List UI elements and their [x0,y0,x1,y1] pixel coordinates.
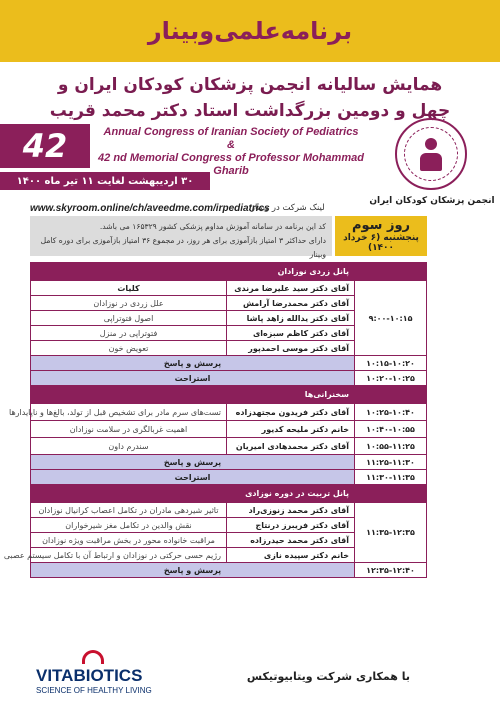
speaker-name: آقای دکتر یدالله زاهد پاشا [227,311,355,326]
speaker-name: آقای دکتر محمدهادی امیریان [227,438,355,455]
society-logo-icon [395,118,467,190]
talk-topic: تاثیر شیردهی مادران در تکامل اعصاب کرانیال نوزادان [31,503,227,518]
speaker-name: آقای دکتر فریبرز درنتاج [227,518,355,533]
speaker-name: آقای دکتر فریدون مجتهدزاده [227,404,355,421]
day-box [335,216,427,256]
speaker-name: آقای دکتر محمد زنوزی‌راد [227,503,355,518]
heading-line-1: همایش سالیانه انجمن پزشکان کودکان ایران و [57,75,443,95]
speaker-name: آقای دکتر کاظم سبزه‌ای [227,326,355,341]
day-title: روز سوم [351,218,411,233]
time-slot: ۱۰:۵۵-۱۱:۲۵ [355,438,427,455]
talk-topic: رژیم حسی حرکتی در نوزادان و ارتباط آن با تکامل سیستم عصبی [31,548,227,563]
society-name: انجمن پزشکان کودکان ایران [369,196,495,206]
cme-note-line-2: دارای حداکثر ۳ امتیاز بازآموزی برای هر روز، در مجموع ۳۶ امتیاز بازآموزی برای دوره کامل وبینار [40,236,326,259]
qa-label: پرسش و پاسخ [31,356,355,371]
english-title-amp: & [227,139,235,151]
english-title-line-2: 42 nd Memorial Congress of Professor Mohammad Gharib [98,152,364,177]
talk-topic: اصول فتوتراپی [31,311,227,326]
banner-title: برنامه‌علمی‌وبینار [147,17,353,45]
break-label: استراحت [31,371,355,386]
vitabiotics-logo-icon [82,650,104,664]
day-date: پنجشنبه (۶ خرداد ۱۴۰۰) [343,233,419,253]
main-heading [0,72,500,124]
webinar-url[interactable]: www.skyroom.online/ch/aveedme.com/irpediatrics [30,203,270,214]
qa-label: پرسش و پاسخ [31,563,355,578]
talk-topic: مراقبت خانواده محور در بخش مراقبت ویژه نوزادان [31,533,227,548]
talk-topic: نقش والدین در تکامل مغز شیرخواران [31,518,227,533]
vitabiotics-slogan: SCIENCE OF HEALTHY LIVING [36,686,152,695]
time-slot: ۱۰:۲۰-۱۰:۲۵ [355,371,427,386]
vitabiotics-brand: VITABIOTICS [36,666,143,685]
time-slot: ۱۰:۱۵-۱۰:۲۰ [355,356,427,371]
date-range: ۳۰ اردیبهشت لغایت ۱۱ تیر ماه ۱۴۰۰ [0,172,210,190]
footer [0,648,500,707]
heading-line-2: چهل و دومین بزرگداشت استاد دکتر محمد قریب [49,101,451,121]
time-slot: ۱۰:۴۰-۱۰:۵۵ [355,421,427,438]
section-title: پانل زردی نوزادان [31,263,355,281]
collaboration-note: با همکاری شرکت ویتابیوتیکس [246,670,410,683]
webinar-link-label: لینک شرکت در وبینار: [248,203,325,213]
talk-topic: تعویض خون [31,341,227,356]
talk-topic: فتوتراپی در منزل [31,326,227,341]
time-slot: ۱۱:۳۵-۱۲:۳۵ [355,503,427,563]
qa-label: پرسش و پاسخ [31,455,355,470]
talk-topic: اهمیت غربالگری در سلامت نوزادان [31,421,227,438]
cme-note-line-1: کد این برنامه در سامانه آموزش مداوم پزشکی کشور ۱۶۵۳۲۹ می باشد. [99,222,326,231]
speaker-name: آقای دکتر محمد حیدرزاده [227,533,355,548]
break-label: استراحت [31,470,355,485]
section-title: سخنرانی‌ها [31,386,355,404]
time-slot: ۱۰:۲۵-۱۰:۴۰ [355,404,427,421]
section-title: پانل تربیت در دوره نوزادی [31,485,355,503]
talk-topic: علل زردی در نوزادان [31,296,227,311]
time-slot: ۱۱:۲۵-۱۱:۳۰ [355,455,427,470]
program-table [3,262,427,578]
speaker-name: آقای دکتر موسی احمدپور [227,341,355,356]
speaker-name: خانم دکتر ملیحه کدیور [227,421,355,438]
time-slot: ۱۲:۳۵-۱۲:۴۰ [355,563,427,578]
english-title-line-1: Annual Congress of Iranian Society of Pediatrics [103,126,359,138]
talk-topic: کلیات [31,281,227,296]
speaker-name: آقای دکتر سید علیرضا مرندی [227,281,355,296]
speaker-name: خانم دکتر سپیده نازی [227,548,355,563]
title-banner [0,0,500,62]
time-slot: ۹:۰۰-۱۰:۱۵ [355,281,427,356]
speaker-name: آقای دکتر محمدرضا آرامش [227,296,355,311]
time-slot: ۱۱:۳۰-۱۱:۳۵ [355,470,427,485]
congress-number: 42 [0,124,90,168]
cme-note [30,216,332,259]
talk-topic: سندرم داون [31,438,227,455]
talk-topic: تست‌های سرم مادر برای تشخیص قبل از تولد، بالغ‌ها و ناپایدارها [31,404,227,421]
english-title [86,126,376,178]
